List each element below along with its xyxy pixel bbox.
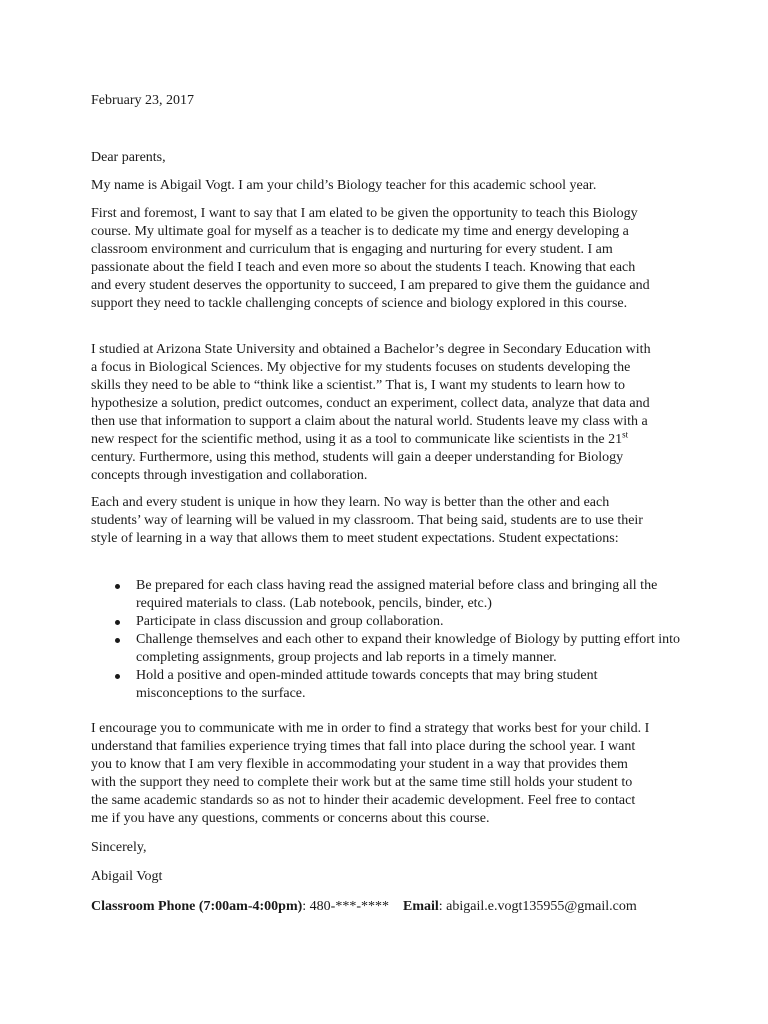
salutation: Dear parents, (91, 150, 166, 165)
expectations-list (111, 577, 681, 703)
phone-label: Classroom Phone (7:00am-4:00pm) (91, 899, 303, 914)
list-item (111, 667, 681, 703)
letter-date: February 23, 2017 (91, 93, 195, 108)
list-item (111, 631, 681, 667)
expectation-text: Participate in class discussion and group collaboration. (136, 614, 444, 629)
list-item (111, 613, 681, 631)
expectation-text: Challenge themselves and each other to expand their knowledge of Biology by putting effort into completing assignments, group projects and lab reports in a timely manner. (136, 632, 681, 665)
background-text-part-2: century. Furthermore, using this method, students will gain a deeper understanding for Biology concepts through investigation and collaboration. (91, 450, 624, 483)
list-item (111, 577, 681, 613)
intro-paragraph: My name is Abigail Vogt. I am your child’s Biology teacher for this academic school year. (91, 178, 597, 193)
bullet-icon (115, 638, 120, 643)
learning-paragraph: Each and every student is unique in how they learn. No way is better than the other and each students’ way of learning will be valued in my classroom. That being said, students are to use their style of learning in a way that allows them to meet student expectations. Student expectations: (91, 495, 643, 546)
expectation-text: Hold a positive and open-minded attitude towards concepts that may bring student misconceptions to the surface. (136, 668, 598, 701)
email-label: Email (403, 899, 439, 914)
background-text-part-1: I studied at Arizona State University and obtained a Bachelor’s degree in Secondary Education with a focus in Biological Sciences. My objective for my students focuses on students developing the skills they need to be able to “think like a scientist.” That is, I want my students to learn how to hypothesize a solution, predict outcomes, conduct an experiment, collect data, analyze that data and then use that information to support a claim about the natural world. Students leave my class with a new respect for the scientific method, using it as a tool to communicate like scientists in the 21 (91, 342, 651, 447)
ordinal-superscript: st (622, 429, 629, 440)
expectation-text: Be prepared for each class having read the assigned material before class and bringing all the required materials to class. (Lab notebook, pencils, binder, etc.) (136, 578, 658, 611)
goals-paragraph: First and foremost, I want to say that I am elated to be given the opportunity to teach this Biology course. My ultimate goal for myself as a teacher is to dedicate my time and energy developing a classroom environment and curriculum that is engaging and nurturing for every student. I am passionate about the field I teach and even more so about the students I teach. Knowing that each and every student deserves the opportunity to succeed, I am prepared to give them the guidance and support they need to tackle challenging concepts of science and biology explored in this course. (91, 206, 650, 311)
contact-line (91, 898, 637, 916)
bullet-icon (115, 620, 120, 625)
closing: Sincerely, (91, 840, 147, 855)
signature-name: Abigail Vogt (91, 869, 163, 884)
email-value: : abigail.e.vogt135955@gmail.com (438, 899, 637, 914)
phone-value: : 480-***-**** (302, 899, 389, 914)
bullet-icon (115, 584, 120, 589)
background-paragraph (91, 341, 651, 485)
bullet-icon (115, 674, 120, 679)
contact-paragraph: I encourage you to communicate with me in order to find a strategy that works best for your child. I understand that families experience trying times that fall into place during the school year. I want you to know that I am very flexible in accommodating your student in a way that provides them with the support they need to complete their work but at the same time still holds your student to the same academic standards so as not to hinder their academic development. Feel free to contact me if you have any questions, comments or concerns about this course. (91, 721, 650, 826)
